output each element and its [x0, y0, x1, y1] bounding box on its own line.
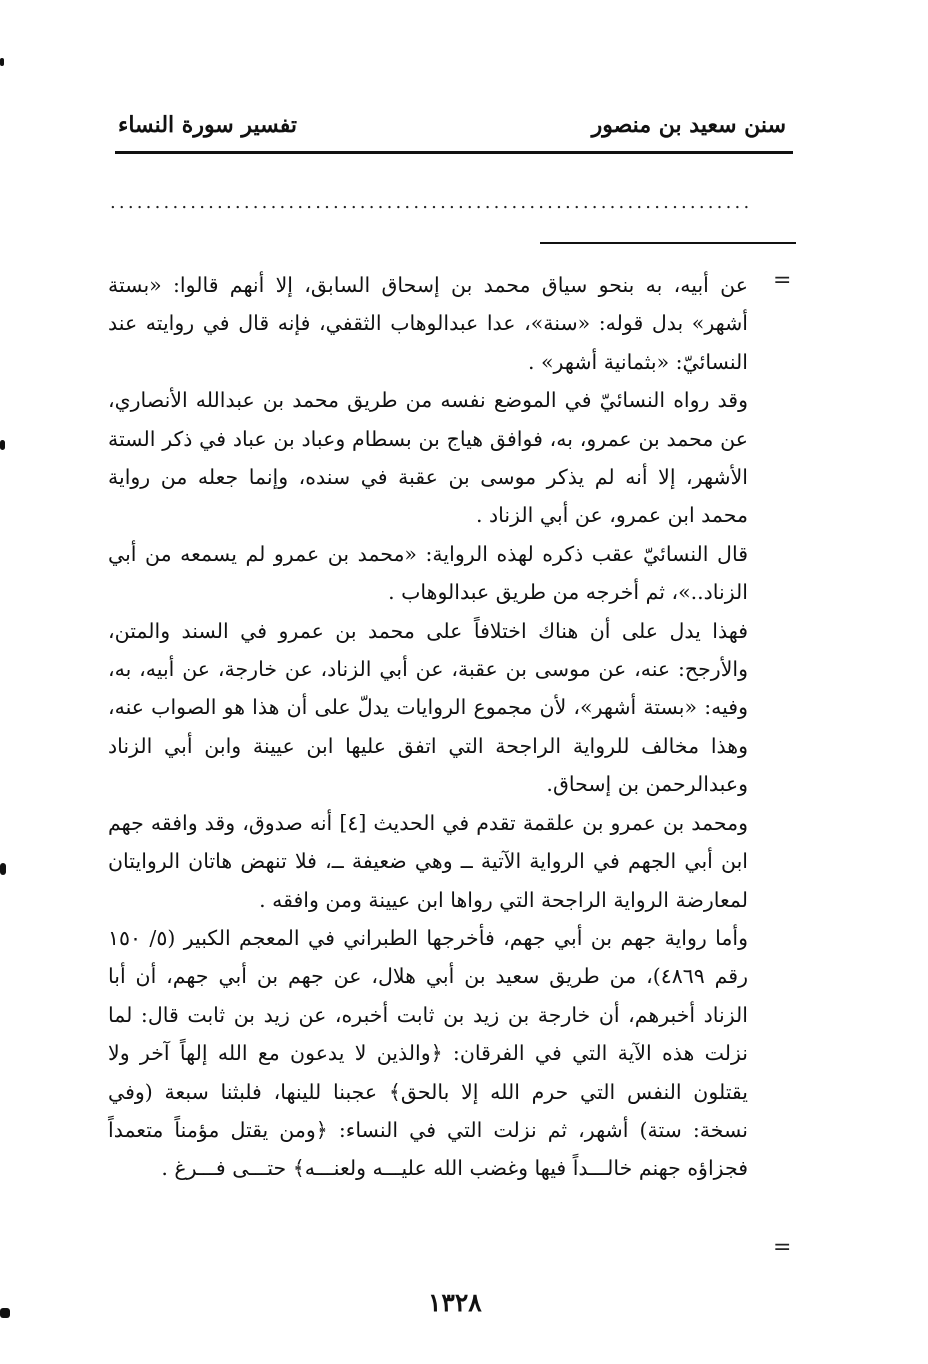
scan-speck [0, 440, 5, 450]
paragraph: قال النسائيّ عقب ذكره لهذه الرواية: «محمد بن عمرو لم يسمعه من أبي الزناد..»، ثم أخرجه من طريق عبدالوهاب . [108, 541, 748, 605]
paragraph: فهذا يدل على أن هناك اختلافاً على محمد بن عمرو في السند والمتن، والأرجح: عنه، عن موسى بن عقبة، عن أبي الزناد، عن خارجة، عن أبيه، به، وفيه: «بستة أشهر»، لأن مجموع الروايات يدلّ على أن هذا هو الصواب عنه، وهذا مخالف للرواية الراجحة التي اتفق عليها ابن عيينة وابن أبي الزناد وعبدالرحمن بن إسحاق. [108, 618, 748, 797]
paragraph: عن أبيه، به بنحو سياق محمد بن إسحاق السابق، إلا أنهم قالوا: «بستة أشهر» بدل قوله: «سنة»، عدا عبدالوهاب الثقفي، فإنه قال في روايته عند النسائيّ: «بثمانية أشهر» . [108, 273, 748, 374]
continuation-mark-top: = [773, 268, 792, 293]
paragraph: ومحمد بن عمرو بن علقمة تقدم في الحديث [٤] أنه صدوق، وقد وافقه جهم ابن أبي الجهم في الرواية الآتية ــ وهي ضعيفة ــ، فلا تنهض هاتان الروايتان لمعارضة الرواية الراجحة التي رواها ابن عيينة ومن وافقه . [108, 810, 749, 912]
page-number: ١٣٢٨ [428, 1288, 482, 1317]
header-rule [115, 151, 793, 154]
scan-speck [0, 58, 4, 66]
continuation-mark-bottom: = [773, 1235, 792, 1260]
scan-speck [0, 1308, 10, 1318]
footnote-rule [540, 242, 796, 244]
footnote-body [108, 266, 748, 1188]
book-title: سنن سعيد بن منصور [591, 112, 786, 138]
scan-speck [0, 863, 6, 875]
section-title: تفسير سورة النساء [118, 112, 298, 138]
dotted-separator: ........................................................................ [110, 196, 753, 210]
paragraph: وأما رواية جهم بن أبي جهم، فأخرجها الطبراني في المعجم الكبير (٥/ ١٥٠ رقم ٤٨٦٩)، من طريق سعيد بن أبي هلال، عن جهم بن أبي جهم، أن أبا الزناد أخبرهم، أن خارجة بن زيد بن ثابت أخبره، عن زيد بن ثابت قال: لما نزلت هذه الآية التي في الفرقان: ﴿والذين لا يدعون مع الله إلهاً آخر ولا يقتلون النفس التي حرم الله إلا بالحق﴾ عجبنا للينها، فلبثنا سبعة (وفي نسخة: ستة) أشهر، ثم نزلت التي في النساء: ﴿ومن يقتل مؤمناً متعمداً فجزاؤه جهنم خالـــداً فيها وغضب الله عليـــه ولعنـــه﴾ حتـــى فـــرغ . [108, 925, 748, 1181]
paragraph: وقد رواه النسائيّ في الموضع نفسه من طريق محمد بن عبدالله الأنصاري، عن محمد بن عمرو، به، فوافق هياج بن بسطام وعباد بن عباد في ذكر الستة الأشهر، إلا أنه لم يذكر موسى بن عقبة في سنده، وإنما جعله من رواية محمد ابن عمرو، عن أبي الزناد . [108, 388, 748, 528]
